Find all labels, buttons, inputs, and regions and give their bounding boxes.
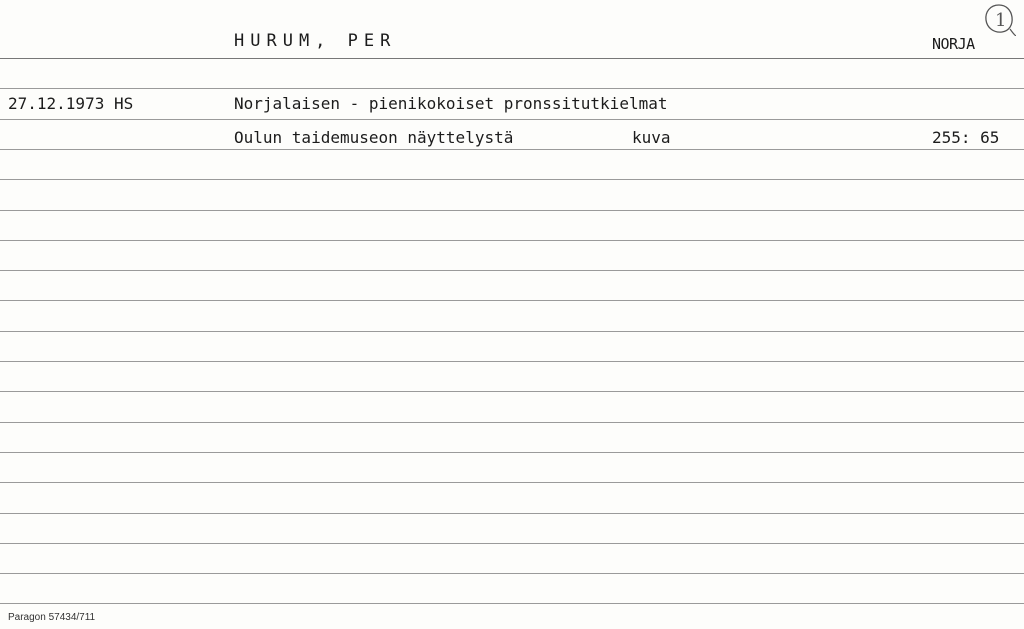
ruled-line: [0, 603, 1024, 604]
ruled-line: [0, 149, 1024, 150]
entry-venue: Oulun taidemuseon näyttelystä: [234, 128, 514, 147]
ruled-line: [0, 331, 1024, 332]
entry-date-source: 27.12.1973 HS: [8, 94, 134, 113]
ruled-line: [0, 452, 1024, 453]
ruled-line: [0, 300, 1024, 301]
ruled-line: [0, 361, 1024, 362]
ruled-line: [0, 391, 1024, 392]
ruled-line: [0, 482, 1024, 483]
ruled-line: [0, 422, 1024, 423]
printer-mark: Paragon 57434/711: [8, 612, 96, 623]
entry-title: Norjalaisen - pienikokoiset pronssitutkielmat: [234, 94, 668, 113]
country-label: NORJA: [932, 35, 975, 53]
ruled-line: [0, 210, 1024, 211]
ruled-line: [0, 270, 1024, 271]
entry-reference: 255: 65: [932, 128, 1000, 147]
circled-number: 1: [995, 10, 1007, 31]
entry-kind: kuva: [632, 128, 671, 147]
ruled-line: [0, 513, 1024, 514]
ruled-line: [0, 179, 1024, 180]
person-name: HURUM, PER: [234, 31, 397, 51]
ruled-line: [0, 119, 1024, 120]
ruled-line: [0, 88, 1024, 89]
circled-number-mark: [982, 2, 1016, 36]
header-rule: [0, 58, 1024, 59]
ruled-line: [0, 573, 1024, 574]
ruled-line: [0, 543, 1024, 544]
ruled-line: [0, 240, 1024, 241]
